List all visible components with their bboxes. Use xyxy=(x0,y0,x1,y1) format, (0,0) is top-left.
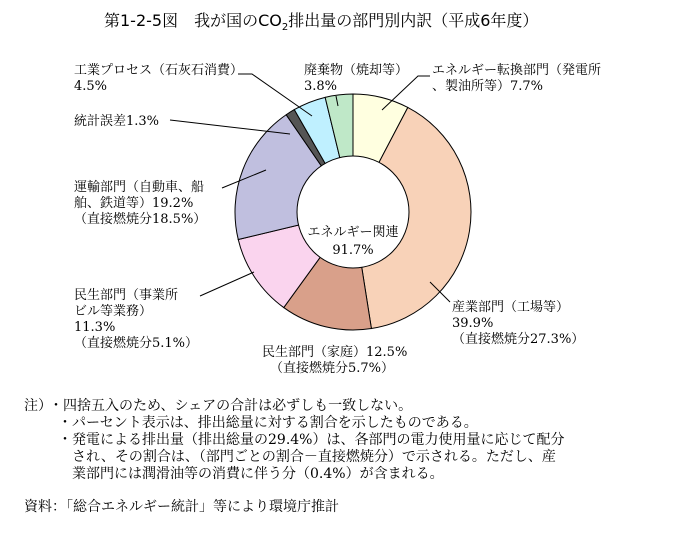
center-label-line2: 91.7% xyxy=(332,243,374,258)
label-business-l2: ビル等業務） xyxy=(74,304,153,319)
note-3a: ・発電による排出量（排出総量の29.4%）は、各部門の電力使用量に応じて配分 xyxy=(58,432,565,448)
label-transport xyxy=(74,180,206,228)
title-prefix: 第1-2-5図 我が国のCO xyxy=(104,11,282,30)
label-business-l3: 11.3% xyxy=(74,320,116,335)
note-1: ・四捨五入のため、シェアの合計は必ずしも一致しない。 xyxy=(49,398,413,414)
label-stat-error-l1: 統計誤差1.3% xyxy=(74,114,160,129)
leader-business xyxy=(200,272,254,296)
label-business-l1: 民生部門（事業所 xyxy=(74,288,179,303)
label-transport-l3: （直接燃焼分18.5%） xyxy=(74,212,207,227)
label-industry-l3: （直接燃焼分27.3%） xyxy=(452,332,585,347)
note-3c: 業部門には潤滑油等の消費に伴う分（0.4%）が含まれる。 xyxy=(58,466,444,482)
label-industry-l1: 産業部門（工場等） xyxy=(452,300,570,315)
notes-head: 注） xyxy=(24,398,45,414)
label-household xyxy=(262,345,407,377)
source-note: 資料：「総合エネルギー統計」等により環境庁推計 xyxy=(24,499,339,515)
label-industrial-process-l1: 工業プロセス（石灰石消費） xyxy=(74,63,244,78)
note-3b: され、その割合は、（部門ごとの割合－直接燃焼分）で示される。ただし、産 xyxy=(58,449,556,465)
label-energy-conversion-l2: 、製油所等）7.7% xyxy=(432,79,544,94)
label-business-l4: （直接燃焼分5.1%） xyxy=(74,336,199,351)
label-transport-l1: 運輸部門（自動車、船 xyxy=(74,180,205,195)
title-subscript: 2 xyxy=(281,22,289,34)
label-industrial-process-l2: 4.5% xyxy=(74,79,108,94)
label-household-l2: （直接燃焼分5.7%） xyxy=(270,361,395,376)
center-label-line1: エネルギー関連 xyxy=(307,225,399,240)
label-industrial-process xyxy=(74,63,243,95)
label-business xyxy=(74,288,198,352)
label-industry xyxy=(452,300,584,348)
label-energy-conversion xyxy=(432,63,601,95)
note-2: ・パーセント表示は、排出総量に対する割合を示したものである。 xyxy=(58,415,478,431)
label-waste-l1: 廃棄物（焼却等） xyxy=(304,63,409,78)
label-household-l1: 民生部門（家庭）12.5% xyxy=(262,345,408,360)
label-waste-l2: 3.8% xyxy=(304,79,338,94)
notes-block xyxy=(24,398,564,483)
label-industry-l2: 39.9% xyxy=(452,316,494,331)
label-transport-l2: 舶、鉄道等）19.2% xyxy=(74,196,194,211)
label-waste xyxy=(304,63,408,95)
label-energy-conversion-l1: エネルギー転換部門（発電所 xyxy=(432,63,602,78)
note-line-1 xyxy=(24,398,564,415)
label-stat-error xyxy=(74,114,159,130)
title-suffix: 排出量の部門別内訳（平成6年度） xyxy=(288,11,539,30)
